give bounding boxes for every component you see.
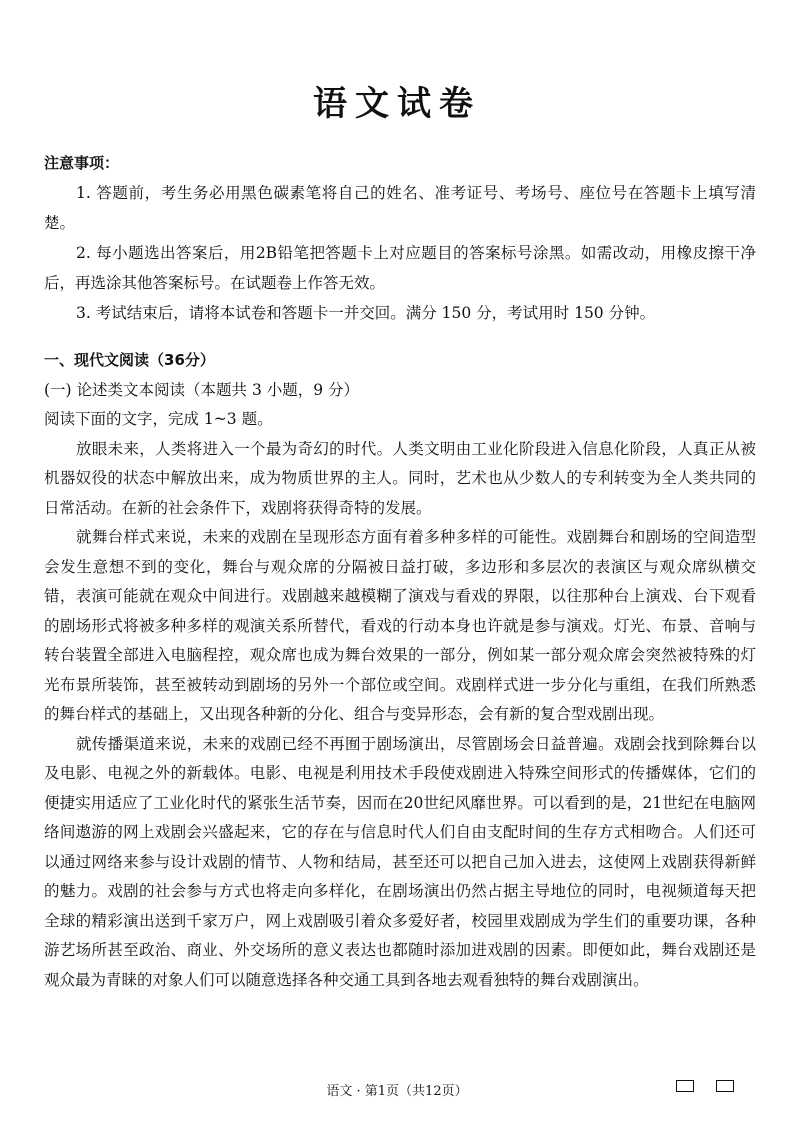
notice-heading: 注意事项：: [44, 154, 120, 172]
blank-box: [716, 1080, 734, 1092]
page-footer: 语文 · 第1页（共12页）: [326, 1084, 468, 1099]
notice-block: [44, 148, 756, 328]
notice-item: 3. 考试结束后，请将本试卷和答题卡一并交回。满分 150 分，考试用时 150 分钟。: [76, 304, 656, 322]
section-title: 一、现代文阅读（36分）: [44, 351, 215, 369]
footer-boxes: [676, 1080, 734, 1092]
page-title: 语文试卷: [313, 84, 481, 124]
section-instruction: 阅读下面的文字，完成 1~3 题。: [44, 410, 273, 428]
notice-item: 2. 每小题选出答案后，用2B铅笔把答题卡上对应题目的答案标号涂黑。如需改动，用橡皮擦干净后，再选涂其他答案标号。在试题卷上作答无效。: [44, 244, 756, 292]
passage-paragraph: 放眼未来，人类将进入一个最为奇幻的时代。人类文明由工业化阶段进入信息化阶段，人真正从被机器奴役的状态中解放出来，成为物质世界的主人。同时，艺术也从少数人的专利转变为全人类共同的日常活动。在新的社会条件下，戏剧将获得奇特的发展。: [44, 439, 756, 517]
passage-paragraph: 就传播渠道来说，未来的戏剧已经不再囿于剧场演出，尽管剧场会日益普遍。戏剧会找到除舞台以及电影、电视之外的新载体。电影、电视是利用技术手段使戏剧进入特殊空间形式的传播媒体，它们的便捷实用适应了工业化时代的紧张生活节奏，因而在20世纪风靡世界。可以看到的是，21世纪在电脑网络间遨游的网上戏剧会兴盛起来，它的存在与信息时代人们自由支配时间的生存方式相吻合。人们还可以通过网络来参与设计戏剧的情节、人物和结局，甚至还可以把自己加入进去，这使网上戏剧获得新鲜的魅力。戏剧的社会参与方式也将走向多样化，在剧场演出仍然占据主导地位的同时，电视频道每天把全球的精彩演出送到千家万户，网上戏剧吸引着众多爱好者，校园里戏剧成为学生们的重要功课，各种游艺场所甚至政治、商业、外交场所的意义表达也都随时添加进戏剧的因素。即便如此，舞台戏剧还是观众最为青睐的对象人们可以随意选择各种交通工具到各地去观看独特的舞台戏剧演出。: [44, 734, 756, 989]
notice-item: 1. 答题前，考生务必用黑色碳素笔将自己的姓名、准考证号、考场号、座位号在答题卡上填写清楚。: [44, 184, 756, 232]
blank-box: [676, 1080, 694, 1092]
passage-paragraph: 就舞台样式来说，未来的戏剧在呈现形态方面有着多种多样的可能性。戏剧舞台和剧场的空间造型会发生意想不到的变化，舞台与观众席的分隔被日益打破，多边形和多层次的表演区与观众席纵横交错，表演可能就在观众中间进行。戏剧越来越模糊了演戏与看戏的界限，以往那种台上演戏、台下观看的剧场形式将被多种多样的观演关系所替代，看戏的行动本身也许就是参与演戏。灯光、布景、音响与转台装置全部进入电脑程控，观众席也成为舞台效果的一部分，例如某一部分观众席会突然被特殊的灯光布景所装饰，甚至被转动到剧场的另外一个部位或空间。戏剧样式进一步分化与重组，在我们所熟悉的舞台样式的基础上，又出现各种新的分化、组合与变异形态，会有新的复合型戏剧出现。: [44, 528, 756, 723]
section-subtitle: (一) 论述类文本阅读（本题共 3 小题，9 分）: [44, 380, 360, 399]
reading-section: [44, 346, 756, 995]
